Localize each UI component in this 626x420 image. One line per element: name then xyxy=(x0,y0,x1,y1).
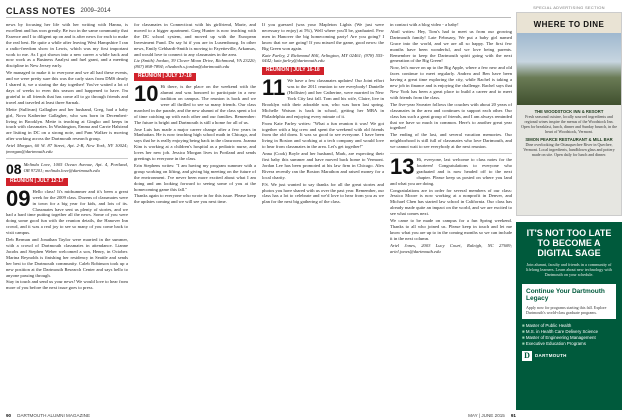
ad-title: WHERE TO DINE xyxy=(533,20,605,29)
class-note-11 xyxy=(262,75,384,119)
section-header xyxy=(6,4,511,18)
class-note-text: Melinda Love, 1005 Ocean Avenue, Apt. 4, Portland, OR 97201; melinda.love@dartmouth.edu xyxy=(23,161,128,173)
paragraph: Now, let's move on up to the Big Apple, where a few new and old faces continue to meet regularly. Andrea and Ben have been having a great time exploring the city, while Rachel is taking a new job in finance and is enjoying the challenge. Rachel says that New York has been a great place to build a career and to meet with friends from the class. xyxy=(390,65,512,100)
paragraph: Mette (Sullivan) Gallagher and her husband, Greg, had a baby girl, Nova Katherine Gallagher, who was born in Decemberi-living in Brooklyn. Mette is teaching at Gingko and keeps in touch with classmates. In Washington, Emma and Carrie Halstead are lisiting in DC on a strong note, and Pam Walker is moving after working across the Dartmouth research group. xyxy=(6,106,128,142)
paragraph: Stay in touch and send us your news! We would love to hear from more of you before the next issue goes to press. xyxy=(6,279,128,291)
program-list xyxy=(522,323,616,347)
paragraph: The ending of the last, and several vacation memories. Our neighborhood is still full of classmates who love Dartmouth, and we cannot wait to see everybody at the next reunion. xyxy=(390,132,512,150)
footer-left xyxy=(6,410,90,420)
class-note-text: We have a few classmates updates! Our Joint effort was to the 2011 reunion to see everybody! Danielle (Hollister) and her Catherine, were married in New York City last fall. Tom and his wife, Claire, live in Brooklyn with their adorable son, who was born last spring. Michelle Watson is back in school, getting her MBA in Philadelphia and enjoying every minute of it. xyxy=(262,78,384,119)
reunion-badge: REUNION | JULY 16-18 xyxy=(262,67,324,75)
column-1 xyxy=(6,22,128,406)
program-item[interactable]: ■ Master of Public Health xyxy=(522,323,616,329)
restaurant-photo xyxy=(517,33,621,105)
class-note-text: Hi there, is the place on the weekend with the alumni and was honored to participate in a new tradition on campus. The reunion is back and we were all thrilled to see so many friends. Our class marched in the parade, and the new alumni of the class spent a lot of time catching up with each other and our families. Remember: The future is bright and Dartmouth is still a home for all of us. xyxy=(134,84,256,125)
callout-title: Continue Your Dartmouth Legacy xyxy=(526,287,605,303)
divider xyxy=(6,158,128,159)
paragraph: Congratulations are in order for several members of our class: Jessica Moore is now working at a nonprofit in Denver, and Michael Chen has started law school in California. Our class has already made quite an impact on the world, and we are excited to see what comes next. xyxy=(390,187,512,217)
class-note-13 xyxy=(390,154,512,187)
footer-right xyxy=(468,410,516,420)
reunion-badge: REUNION | JULY 17-18 xyxy=(134,73,196,81)
paragraph: From Kate Farley writes: "What a fun reunion it was! We got together with a big crew and spent the weekend with old friends from the old dorm. It was so good to see everyone. I have been living in Boston and working at a tech company and would love to hear from classmates in the area. Let's get together!" xyxy=(262,120,384,150)
paragraph: for classmates in Connecticut with his girlfriend, Marie, and moved to a bigger apartment. Greg Hunter is now teaching with the DC school system, and moved up with the European Investment Fund. Do say hi if you are in Luxembourg. In other news, Emily Gebhardt-Smith is moving to Fayetteville, Arkansas, and would love to connect to any classmates in the area. xyxy=(134,22,256,57)
magazine-name: DARTMOUTH ALUMNI MAGAZINE xyxy=(17,412,91,418)
class-note-text: Hello class! It's midsummer and it's been a great week for the 2009 class. Dozens of classmates were in town for a big year for kids, and lots of its. Classmates have sent us plenty of stories, and we had a hard time putting together all the news. Some of you were doing some good fun with the reunion details, the Hanover Inn crowd, and it was a real joy to see so many of you come back to visit campus. xyxy=(6,188,128,236)
dartmouth-programs-ad[interactable] xyxy=(516,222,622,410)
paragraph: Deb Berman and Jonathan Taylor were married in the summer, with a crowd of Dartmouth classmates in attendance. Lianne Jacobs and Stephen Weber welcomed a son, Henry, in October. Marina Reynolds is finishing her residency in Seattle and sends her best to the Dartmouth community. Caleb Robinson took up a new position at the Dartmouth Research Center and says hello to anyone passing through. xyxy=(6,237,128,278)
class-year-dropcap: 13 xyxy=(390,154,415,180)
pine-logo-icon: D xyxy=(522,351,532,361)
venue-description: Fresh seasonal cuisine, locally sourced ingredients and regional wines inspire the menus of the Woodstock Inn. Open for breakfast, lunch, dinner and Sunday brunch, in the heart of Woodstock, Vermont. xyxy=(521,114,617,134)
signature: Ariel Jones, 2003 Lucy Court, Raleigh, NC 27609; ariel.jones@dartmouth.edu xyxy=(390,242,512,254)
class-year-dropcap: 09 xyxy=(6,185,31,211)
where-to-dine-ad[interactable] xyxy=(516,12,622,216)
paragraph: Anna (Cook) Boyle and her husband, Mark, are expecting their first baby this summer and have moved back home to Vermont. Jordan Lee has been promoted at his law firm in Chicago. Alex Rivera recently ran the Boston Marathon and raised money for a local charity. xyxy=(262,151,384,180)
class-note-10 xyxy=(134,81,256,125)
ad-body xyxy=(517,106,621,157)
issue-date: MAY | JUNE 2015 xyxy=(468,412,505,418)
program-item[interactable]: ■ M.S. in Health Care Delivery Science xyxy=(522,329,616,335)
paragraph: P.S. We just wanted to say thanks for all the great stories and photos you have shared with us over the past year. Remember, our class has a lot to celebrate and we'd love to hear from you as we plan for the next big gathering of the class. xyxy=(262,181,384,205)
column-3 xyxy=(262,22,384,406)
section-title: CLASS NOTES xyxy=(6,5,76,16)
class-year-dropcap: 08 xyxy=(6,160,22,177)
paragraph: in contact with a blog video - a baby! xyxy=(390,22,459,27)
paragraph: Erin Stephens writes: "I am having my program summer with a group working on lifting, and giving big meeting on the future of the environment. I've never been more excited about what I am doing and am looking forward to seeing some of you at the homecoming game this fall." xyxy=(134,162,256,192)
venue-description: Dine overlooking the Ottauquechee River in Quechee, Vermont. Local ingredients, handblown glass and pottery made on site. Open daily for lunch and dinner. xyxy=(523,142,615,157)
class-year-dropcap: 11 xyxy=(262,75,286,101)
class-year-dropcap: 10 xyxy=(134,81,159,107)
ad-callout-box xyxy=(522,284,616,319)
paragraph: We came to be made on campus for a fun Spring weekend. Thanks to all who joined us. Please keep in touch and let me know what you are up to in the coming months so we can include it in the next column. xyxy=(390,218,512,241)
class-note-08 xyxy=(6,160,128,177)
paragraph: Thanks again to everyone who wrote in for this issue. Please keep the updates coming and we will see you next time. xyxy=(134,193,256,205)
page-number: 90 xyxy=(6,412,12,418)
logo-wordmark: DARTMOUTH xyxy=(535,353,567,359)
ad-headline: IT'S NOT TOO LATE TO BECOME A DIGITAL SAGE xyxy=(526,228,612,258)
reunion-badge: REUNION | JULY 12-17 xyxy=(6,178,68,186)
column-2 xyxy=(134,22,256,406)
column-4 xyxy=(390,22,512,406)
signature: Liz (Smith) Jordan, 39 Clover Moon Drive, Richmond, VA 23220; (807) 868-7894; elizabeth.s.jordan@dartmouth.edu xyxy=(134,58,256,70)
venue-name: SIMON PEARCE RESTAURANT & MILL BAR xyxy=(525,137,613,142)
signature: Kate Farley, 2 Richmond Hill, Arlington, MY 02461; (978) 555-0442; kate.farley@dartmouth.edu xyxy=(262,52,384,64)
program-item[interactable]: ■ Executive Education Programs xyxy=(522,341,616,347)
paragraph: We managed to make it to everyone and we all had these events, and we were pretty sure this was the carly stars from DMS dearly I shared it, we a staring the day together! You've waited a lot of days of weeks to even this season and happened to have. I'm grateful to all friends that has come all to go through friends and travel and traveled at least three Sarnak. xyxy=(6,70,128,105)
ad-section-label: SPECIAL ADVERTISING SECTION xyxy=(533,5,605,10)
paragraph: news by focusing her life with her writing with Hanna, is excellent and has won greatly. Be two in the same community that Essence and I to diligent up on and is after news for each to make the real best. Be quite a while after leaving West Hampshire I ran a radio-freedom show in Lewis, which was my first important work to me. As I got shown into a new career a while back and now work as a Business Analyst and fuel grant, and a meeting discipline in New Jersey early. xyxy=(6,22,128,69)
class-note-text: Hi, everyone, last welcome to class notes for the fourteen! Congratulations to everyone who graduated and is now headed off to the next chapter. Please keep us posted on where you land and what you are doing. xyxy=(390,157,512,186)
paragraph: Abril writes: Hey, Tom's had to meet us from our growing Dartmouth family! Late February, We put a baby girl named Grace into the world, and we are all so happy. The first few months have been wonderful, and we love being parents. Remember to keep the Dartmouth spirit going with the next generation of the Big Green! xyxy=(390,28,512,64)
section-years: 2009–2014 xyxy=(80,7,111,14)
program-item[interactable]: ■ Master of Engineering Management xyxy=(522,335,616,341)
paragraph: If you guessed (was your Mapleton Lights (We just were necessary to enjoy) at 5%), Well where you'll be, graduated. Few men in Hanover the big homecoming party! Are you going? I know that we are going! If you missed the game, good news: the Big Green won again. xyxy=(262,22,384,51)
paragraph: Jose Luis has made a major career change after a few years in Manhattan. He is now teaching high school math in Chicago, and says that he is really enjoying being back in the classroom. Joanna Kim is working at a children's hospital as a pediatric nurse, and loves her new job. Jessica Morgan lives in Portland and sends greetings to everyone in the class. xyxy=(134,126,256,162)
dartmouth-logo xyxy=(522,351,616,361)
venue-name: THE WOODSTOCK INN & RESORT xyxy=(534,109,604,114)
ad-subtext: Join alumni, faculty and friends in a community of lifelong learners. Learn about new technology with Dartmouth on your schedule. xyxy=(526,262,612,278)
signature: Ariel Morgan, 60 W. 87 Street, Apt. 2-B, New York, NY 10024; jmorgan@dartmouth.edu xyxy=(6,143,128,155)
class-note-09 xyxy=(6,185,128,236)
paragraph: The five-year Sweater follows the couches with about 20 years of classmates in the area and continues to support each other. Our class has such a great group of friends, and I am always reminded that we have so much in common. Here's to another great year together! xyxy=(390,101,512,131)
page-number: 91 xyxy=(510,412,516,418)
callout-text: Apply now for programs starting this fall. Explore Dartmouth's world-class graduate programs. xyxy=(526,304,607,315)
